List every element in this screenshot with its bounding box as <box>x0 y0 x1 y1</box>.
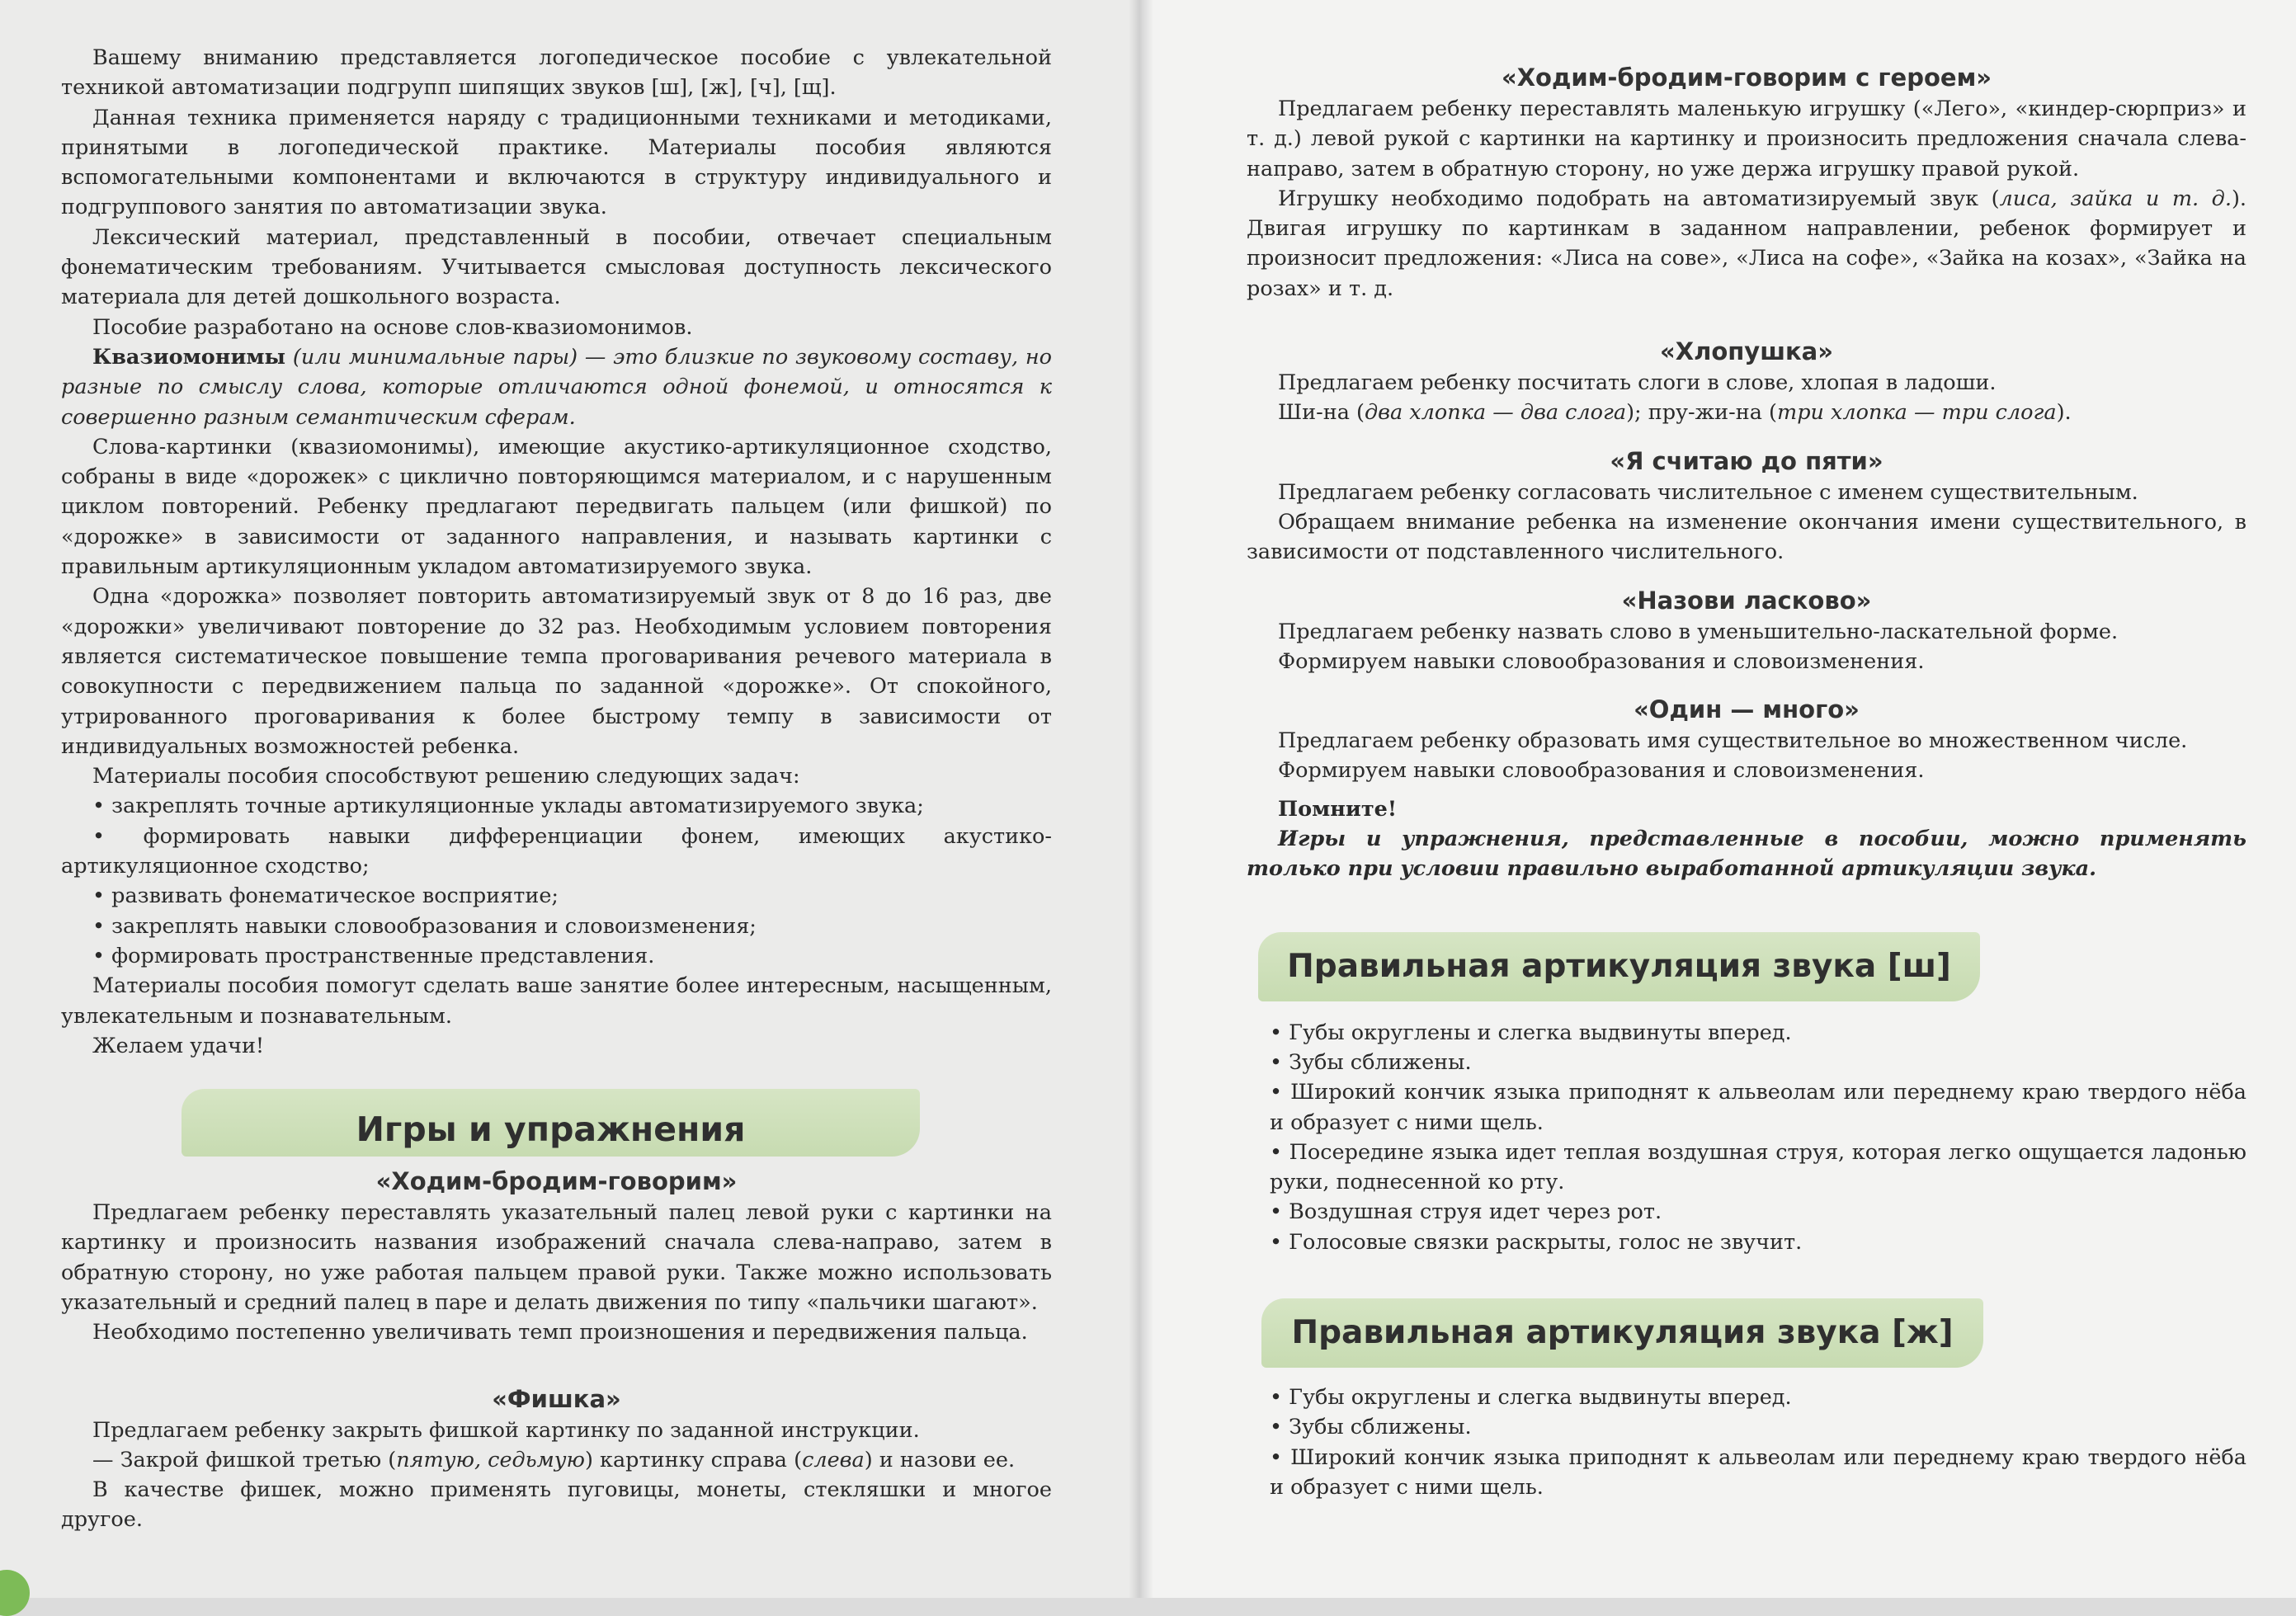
task-item: • формировать навыки дифференциации фонем, имеющих акустико-артикуляционное сходство; <box>61 823 1052 879</box>
book-gutter <box>1129 0 1153 1598</box>
game-walk-paragraph: Необходимо постепенно увеличивать темп произношения и передвижения пальца. <box>92 1320 1028 1345</box>
body-paragraph: Одна «дорожка» позволяет повторить автоматизируемый звук от 8 до 16 раз, две «дорожки» увеличивают повторение до 32 раз. Необходимым условием повторения является систематическое повышение темпа проговаривания речевого материала в совокупности с передвижением пальца по заданной «дорожке». От спокойного, утрированного проговаривания к более быстрому темпу в зависимости от индивидуальных возможностей ребенка. <box>61 584 1052 759</box>
game-walk-paragraph: Предлагаем ребенку переставлять указательный палец левой руки с картинки на картинку и произносить названия изображений сначала слева-направо, затем в обратную сторону, но уже работая пальцем правой руки. Также можно использовать указательный и средний палец в паре и делать движения по типу «пальчики шагают». <box>61 1200 1052 1315</box>
game-hero-paragraph <box>1247 184 2246 304</box>
game-chip-instruction <box>61 1445 1052 1475</box>
banner-articulation-sh: Правильная артикуляция звука [ш] <box>1258 932 1980 1001</box>
game-chip-paragraph: В качестве фишек, можно применять пуговицы, монеты, стекляшки и многое другое. <box>61 1477 1052 1533</box>
outro-paragraph: Желаем удачи! <box>92 1033 265 1058</box>
game-title-hero: «Ходим-бродим-говорим с героем» <box>1501 64 1992 92</box>
game-many-paragraph: Предлагаем ребенку образовать имя существительное во множественном числе. <box>1278 728 2188 754</box>
game-title-gentle: «Назови ласково» <box>1621 586 1872 615</box>
game-count-paragraph: Обращаем внимание ребенка на изменение окончания имени существительного, в зависимости от подставленного числительного. <box>1247 509 2246 565</box>
task-item: • формировать пространственные представления. <box>92 943 655 968</box>
game-count-paragraph: Предлагаем ребенку согласовать числительное с именем существительным. <box>1278 479 2138 505</box>
game-title-count: «Я считаю до пяти» <box>1610 446 1883 475</box>
articulation-item: • Широкий кончик языка приподнят к альвеолам или переднему краю твердого нёба и образует с ними щель. <box>1270 1080 2246 1135</box>
articulation-zh-list <box>1247 1383 2246 1502</box>
articulation-item: • Воздушная струя идет через рот. <box>1270 1199 1662 1225</box>
corner-decoration <box>0 1570 30 1616</box>
remember-text: Игры и упражнения, представленные в пособии, можно применять только при условии правильно выработанной артикуляции звука. <box>1247 827 2246 882</box>
section-banner-games: Игры и упражнения <box>182 1089 920 1157</box>
quasi-rest: — это близкие по звуковому составу, но разные по смыслу слова, которые отличаются одной фонемой, и относятся к совершенно разным семантическим сферам. <box>61 344 1052 430</box>
text-run: ) и назови ее. <box>864 1447 1016 1472</box>
articulation-item: • Губы округлены и слегка выдвинуты вперед. <box>1270 1020 1792 1045</box>
text-run: ). Двигая игрушку по картинкам в заданном направлении, ребенок формирует и произносит предложения: «Лиса на сове», «Лиса на софе», «Зайка на козах», «Зайка на розах» и т. д. <box>1247 186 2246 301</box>
game-gentle-paragraph: Формируем навыки словообразования и словоизменения. <box>1278 648 1925 674</box>
text-run: ). <box>2056 400 2072 426</box>
game-title-many: «Один — много» <box>1634 695 1860 724</box>
quasi-definition <box>61 342 1052 432</box>
text-run: лиса, зайка и т. д. <box>1999 186 2232 211</box>
game-chip-paragraph: Предлагаем ребенку закрыть фишкой картинку по заданной инструкции. <box>92 1417 920 1443</box>
articulation-item: • Зубы сближены. <box>1270 1049 1472 1075</box>
text-run: Ши-на ( <box>1278 400 1365 426</box>
task-item: • закреплять точные артикуляционные уклады автоматизируемого звука; <box>92 794 924 819</box>
game-gentle-paragraph: Предлагаем ребенку назвать слово в уменьшительно-ласкательной форме. <box>1278 619 2119 644</box>
text-run: слева <box>802 1447 865 1472</box>
game-clap-example <box>1247 398 2246 427</box>
text-run: Игрушку необходимо подобрать на автоматизируемый звук ( <box>1278 186 2000 211</box>
quasi-term: Квазиомонимы <box>92 344 286 370</box>
articulation-item: • Голосовые связки раскрыты, голос не звучит. <box>1270 1229 1803 1255</box>
text-run: — Закрой фишкой третью ( <box>92 1447 397 1472</box>
game-hero-paragraph: Предлагаем ребенку переставлять маленькую игрушку («Лего», «киндер-сюрприз» и т. д.) левой рукой с картинки на картинку и произносить предложения сначала слева-направо, затем в обратную сторону, но уже держа игрушку правой рукой. <box>1247 97 2246 181</box>
left-page <box>0 0 1134 1598</box>
remember-label <box>1247 794 2246 824</box>
game-title-walk: «Ходим-бродим-говорим» <box>375 1167 738 1196</box>
articulation-item: • Широкий кончик языка приподнят к альвеолам или переднему краю твердого нёба и образует с ними щель. <box>1270 1444 2246 1500</box>
intro-paragraph: Данная техника применяется наряду с традиционными техниками и методиками, принятыми в логопедической практике. Материалы пособия являются вспомогательными компонентами и включаются в структуру индивидуального и подгруппового занятия по автоматизации звука. <box>61 105 1052 220</box>
text-run: три хлопка — три слога <box>1777 400 2057 426</box>
articulation-item: • Зубы сближены. <box>1270 1415 1472 1440</box>
intro-paragraph: Пособие разработано на основе слов-квазиомонимов. <box>92 314 693 340</box>
banner-articulation-zh: Правильная артикуляция звука [ж] <box>1261 1298 1983 1368</box>
text-run: два хлопка — два слога <box>1364 400 1627 426</box>
game-many-paragraph: Формируем навыки словообразования и словоизменения. <box>1278 758 1925 784</box>
articulation-item: • Посередине языка идет теплая воздушная струя, которая легко ощущается ладонью руки, поднесенной ко рту. <box>1270 1139 2246 1195</box>
game-title-clap: «Хлопушка» <box>1660 337 1833 366</box>
right-page <box>1134 0 2296 1598</box>
outro-paragraph: Материалы пособия помогут сделать ваше занятие более интересным, насыщенным, увлекательным и познавательным. <box>61 973 1052 1029</box>
articulation-item: • Губы округлены и слегка выдвинуты вперед. <box>1270 1385 1792 1411</box>
intro-paragraph: Лексический материал, представленный в пособии, отвечает специальным фонематическим требованиям. Учитывается смысловая доступность лексического материала для детей дошкольного возраста. <box>61 224 1052 310</box>
game-clap-paragraph: Предлагаем ребенку посчитать слоги в слове, хлопая в ладоши. <box>1278 370 1997 396</box>
body-paragraph: Материалы пособия способствуют решению следующих задач: <box>92 764 800 789</box>
intro-paragraph: Вашему вниманию представляется логопедическое пособие с увлекательной техникой автоматизации подгрупп шипящих звуков [ш], [ж], [ч], [щ]. <box>61 45 1052 101</box>
text-run: Помните! <box>1278 796 1398 822</box>
text-run: пятую, седьмую <box>396 1447 585 1472</box>
quasi-paren: (или минимальные пары) <box>292 344 578 370</box>
task-item: • развивать фонематическое восприятие; <box>92 883 559 909</box>
body-paragraph: Слова-картинки (квазиомонимы), имеющие акустико-артикуляционное сходство, собраны в виде «дорожек» с циклично повторяющимся материалом, и с нарушенным циклом повторений. Ребенку предлагают передвигать пальцем (или фишкой) по «дорожке» в зависимости от заданного направления, и называть картинки с правильным артикуляционным укладом автоматизируемого звука. <box>61 434 1052 580</box>
text-run: ) картинку справа ( <box>584 1447 803 1472</box>
game-title-chip: «Фишка» <box>492 1384 621 1413</box>
text-run: ); пру-жи-на ( <box>1626 400 1778 426</box>
articulation-sh-list <box>1247 1018 2246 1257</box>
task-item: • закреплять навыки словообразования и словоизменения; <box>92 913 757 939</box>
